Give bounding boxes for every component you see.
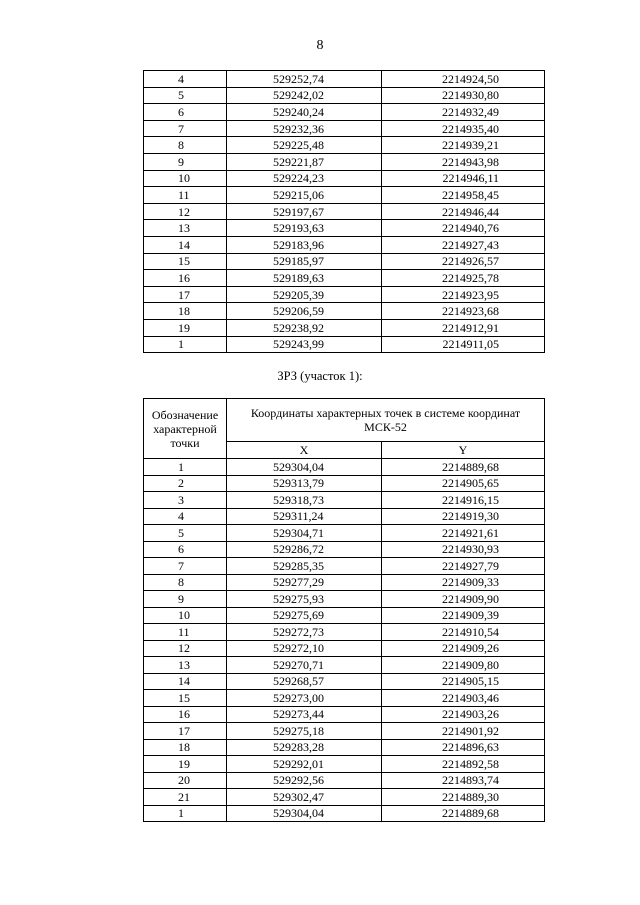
- x-coordinate-cell: 529206,59: [227, 303, 382, 320]
- x-coordinate-cell: 529275,93: [227, 591, 382, 608]
- x-coordinate-cell: 529273,00: [227, 690, 382, 707]
- table-row: [144, 253, 545, 270]
- y-coordinate-cell: 2214946,44: [382, 203, 545, 220]
- x-coordinate-cell: 529304,04: [227, 459, 382, 476]
- point-number-cell: 11: [144, 624, 227, 641]
- table-row: [144, 591, 545, 608]
- table-row: [144, 657, 545, 674]
- point-number-cell: 10: [144, 607, 227, 624]
- table-row: [144, 624, 545, 641]
- y-coordinate-cell: 2214916,15: [382, 492, 545, 509]
- x-coordinate-cell: 529185,97: [227, 253, 382, 270]
- point-number-cell: 9: [144, 591, 227, 608]
- y-coordinate-cell: 2214892,58: [382, 756, 545, 773]
- header-point-designation: Обозначение характерной точки: [144, 399, 227, 459]
- point-number-cell: 9: [144, 153, 227, 170]
- table-row: [144, 220, 545, 237]
- y-coordinate-cell: 2214905,15: [382, 673, 545, 690]
- x-coordinate-cell: 529272,73: [227, 624, 382, 641]
- table-row: [144, 319, 545, 336]
- x-coordinate-cell: 529270,71: [227, 657, 382, 674]
- header-y: Y: [382, 442, 545, 459]
- x-coordinate-cell: 529225,48: [227, 137, 382, 154]
- y-coordinate-cell: 2214940,76: [382, 220, 545, 237]
- zrz-coordinates-table: [143, 398, 545, 822]
- table-row: [144, 71, 545, 88]
- x-coordinate-cell: 529311,24: [227, 508, 382, 525]
- table-row: [144, 541, 545, 558]
- y-coordinate-cell: 2214958,45: [382, 187, 545, 204]
- x-coordinate-cell: 529189,63: [227, 270, 382, 287]
- point-number-cell: 20: [144, 772, 227, 789]
- point-number-cell: 7: [144, 558, 227, 575]
- table-row: [144, 805, 545, 822]
- x-coordinate-cell: 529238,92: [227, 319, 382, 336]
- table-row: [144, 187, 545, 204]
- x-coordinate-cell: 529268,57: [227, 673, 382, 690]
- table-row: [144, 508, 545, 525]
- y-coordinate-cell: 2214909,26: [382, 640, 545, 657]
- point-number-cell: 21: [144, 789, 227, 806]
- header-x: X: [227, 442, 382, 459]
- x-coordinate-cell: 529221,87: [227, 153, 382, 170]
- x-coordinate-cell: 529285,35: [227, 558, 382, 575]
- y-coordinate-cell: 2214896,63: [382, 739, 545, 756]
- x-coordinate-cell: 529313,79: [227, 475, 382, 492]
- x-coordinate-cell: 529318,73: [227, 492, 382, 509]
- header-coordinates-system: Координаты характерных точек в системе координат МСК-52: [227, 399, 545, 442]
- y-coordinate-cell: 2214924,50: [382, 71, 545, 88]
- table-row: [144, 673, 545, 690]
- x-coordinate-cell: 529286,72: [227, 541, 382, 558]
- y-coordinate-cell: 2214930,80: [382, 87, 545, 104]
- y-coordinate-cell: 2214946,11: [382, 170, 545, 187]
- y-coordinate-cell: 2214923,95: [382, 286, 545, 303]
- y-coordinate-cell: 2214926,57: [382, 253, 545, 270]
- y-coordinate-cell: 2214925,78: [382, 270, 545, 287]
- x-coordinate-cell: 529215,06: [227, 187, 382, 204]
- x-coordinate-cell: 529193,63: [227, 220, 382, 237]
- y-coordinate-cell: 2214905,65: [382, 475, 545, 492]
- point-number-cell: 14: [144, 236, 227, 253]
- y-coordinate-cell: 2214889,30: [382, 789, 545, 806]
- point-number-cell: 15: [144, 253, 227, 270]
- point-number-cell: 11: [144, 187, 227, 204]
- point-number-cell: 7: [144, 120, 227, 137]
- table-row: [144, 303, 545, 320]
- x-coordinate-cell: 529304,04: [227, 805, 382, 822]
- x-coordinate-cell: 529240,24: [227, 104, 382, 121]
- point-number-cell: 5: [144, 525, 227, 542]
- point-number-cell: 6: [144, 104, 227, 121]
- table-row: [144, 723, 545, 740]
- x-coordinate-cell: 529292,01: [227, 756, 382, 773]
- y-coordinate-cell: 2214911,05: [382, 336, 545, 353]
- y-coordinate-cell: 2214943,98: [382, 153, 545, 170]
- table-row: [144, 574, 545, 591]
- point-number-cell: 17: [144, 723, 227, 740]
- y-coordinate-cell: 2214903,46: [382, 690, 545, 707]
- point-number-cell: 8: [144, 137, 227, 154]
- table-row: [144, 772, 545, 789]
- point-number-cell: 1: [144, 459, 227, 476]
- table-row: [144, 756, 545, 773]
- x-coordinate-cell: 529292,56: [227, 772, 382, 789]
- x-coordinate-cell: 529277,29: [227, 574, 382, 591]
- y-coordinate-cell: 2214932,49: [382, 104, 545, 121]
- point-number-cell: 15: [144, 690, 227, 707]
- point-number-cell: 18: [144, 303, 227, 320]
- y-coordinate-cell: 2214927,79: [382, 558, 545, 575]
- point-number-cell: 4: [144, 508, 227, 525]
- point-number-cell: 4: [144, 71, 227, 88]
- y-coordinate-cell: 2214889,68: [382, 805, 545, 822]
- table-row: [144, 607, 545, 624]
- y-coordinate-cell: 2214923,68: [382, 303, 545, 320]
- table-row: [144, 87, 545, 104]
- y-coordinate-cell: 2214909,90: [382, 591, 545, 608]
- x-coordinate-cell: 529232,36: [227, 120, 382, 137]
- x-coordinate-cell: 529283,28: [227, 739, 382, 756]
- table-row: [144, 739, 545, 756]
- point-number-cell: 19: [144, 319, 227, 336]
- table-row: [144, 492, 545, 509]
- point-number-cell: 2: [144, 475, 227, 492]
- table-row: [144, 336, 545, 353]
- y-coordinate-cell: 2214893,74: [382, 772, 545, 789]
- y-coordinate-cell: 2214930,93: [382, 541, 545, 558]
- x-coordinate-cell: 529302,47: [227, 789, 382, 806]
- y-coordinate-cell: 2214927,43: [382, 236, 545, 253]
- y-coordinate-cell: 2214903,26: [382, 706, 545, 723]
- x-coordinate-cell: 529275,18: [227, 723, 382, 740]
- point-number-cell: 10: [144, 170, 227, 187]
- y-coordinate-cell: 2214909,33: [382, 574, 545, 591]
- table-row: [144, 525, 545, 542]
- x-coordinate-cell: 529272,10: [227, 640, 382, 657]
- page-number: 8: [316, 38, 324, 53]
- x-coordinate-cell: 529205,39: [227, 286, 382, 303]
- x-coordinate-cell: 529243,99: [227, 336, 382, 353]
- point-number-cell: 18: [144, 739, 227, 756]
- table-row: [144, 475, 545, 492]
- point-number-cell: 16: [144, 270, 227, 287]
- point-number-cell: 12: [144, 640, 227, 657]
- y-coordinate-cell: 2214921,61: [382, 525, 545, 542]
- table-row: [144, 236, 545, 253]
- x-coordinate-cell: 529275,69: [227, 607, 382, 624]
- x-coordinate-cell: 529197,67: [227, 203, 382, 220]
- table-row: [144, 170, 545, 187]
- x-coordinate-cell: 529183,96: [227, 236, 382, 253]
- point-number-cell: 17: [144, 286, 227, 303]
- table-row: [144, 459, 545, 476]
- table-row: [144, 690, 545, 707]
- point-number-cell: 8: [144, 574, 227, 591]
- x-coordinate-cell: 529304,71: [227, 525, 382, 542]
- x-coordinate-cell: 529252,74: [227, 71, 382, 88]
- point-number-cell: 12: [144, 203, 227, 220]
- table-row: [144, 104, 545, 121]
- table-row: [144, 203, 545, 220]
- table-row: [144, 558, 545, 575]
- x-coordinate-cell: 529224,23: [227, 170, 382, 187]
- y-coordinate-cell: 2214889,68: [382, 459, 545, 476]
- point-number-cell: 6: [144, 541, 227, 558]
- y-coordinate-cell: 2214919,30: [382, 508, 545, 525]
- coordinates-table-continued: [143, 70, 545, 353]
- y-coordinate-cell: 2214909,39: [382, 607, 545, 624]
- y-coordinate-cell: 2214910,54: [382, 624, 545, 641]
- y-coordinate-cell: 2214909,80: [382, 657, 545, 674]
- point-number-cell: 13: [144, 657, 227, 674]
- coordinates-table-body: [144, 71, 545, 353]
- table-row: [144, 270, 545, 287]
- point-number-cell: 1: [144, 805, 227, 822]
- point-number-cell: 5: [144, 87, 227, 104]
- y-coordinate-cell: 2214939,21: [382, 137, 545, 154]
- point-number-cell: 13: [144, 220, 227, 237]
- x-coordinate-cell: 529273,44: [227, 706, 382, 723]
- table-row: [144, 137, 545, 154]
- point-number-cell: 14: [144, 673, 227, 690]
- table-row: [144, 120, 545, 137]
- y-coordinate-cell: 2214912,91: [382, 319, 545, 336]
- point-number-cell: 19: [144, 756, 227, 773]
- table-row: [144, 153, 545, 170]
- point-number-cell: 3: [144, 492, 227, 509]
- zrz-table-body: [144, 459, 545, 822]
- table-row: [144, 286, 545, 303]
- table-row: [144, 789, 545, 806]
- zone-caption: ЗРЗ (участок 1):: [277, 369, 363, 383]
- table-row: [144, 640, 545, 657]
- x-coordinate-cell: 529242,02: [227, 87, 382, 104]
- y-coordinate-cell: 2214935,40: [382, 120, 545, 137]
- point-number-cell: 1: [144, 336, 227, 353]
- y-coordinate-cell: 2214901,92: [382, 723, 545, 740]
- table-row: [144, 706, 545, 723]
- point-number-cell: 16: [144, 706, 227, 723]
